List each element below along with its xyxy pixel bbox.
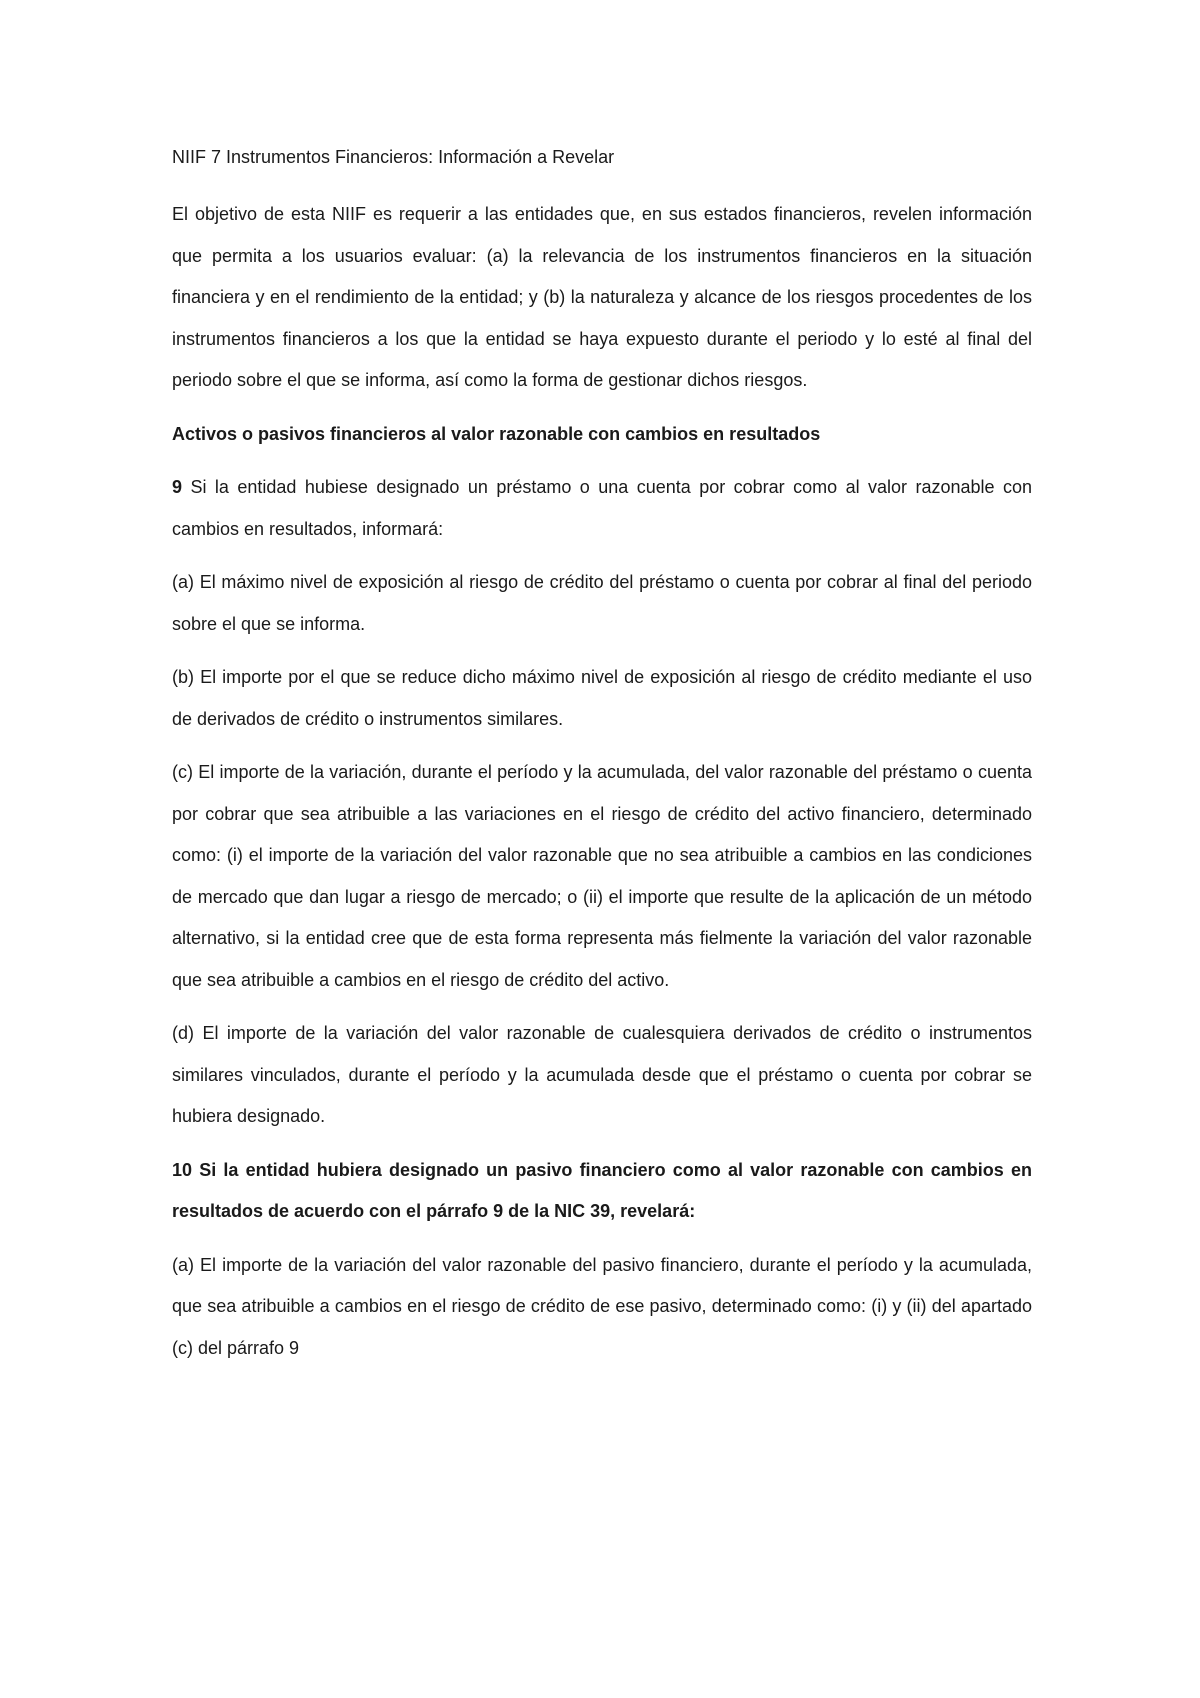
paragraph-9-item-d: (d) El importe de la variación del valor razonable de cualesquiera derivados de crédito o instrumentos similares vinculados, durante el período y la acumulada desde que el préstamo o cuenta por cobrar se hubiera designado. [172, 1023, 1032, 1126]
paragraph-9-item-c: (c) El importe de la variación, durante el período y la acumulada, del valor razonable del préstamo o cuenta por cobrar que sea atribuible a las variaciones en el riesgo de crédito del activo financiero, determinado como: (i) el importe de la variación del valor razonable que no sea atribuible a cambios en las condiciones de mercado que dan lugar a riesgo de mercado; o (ii) el importe que resulte de la aplicación de un método alternativo, si la entidad cree que de esta forma representa más fielmente la variación del valor razonable que sea atribuible a cambios en el riesgo de crédito del activo. [172, 762, 1032, 990]
paragraph-10: 10 Si la entidad hubiera designado un pasivo financiero como al valor razonable con cambios en resultados de acuerdo con el párrafo 9 de la NIC 39, revelará: [172, 1159, 1032, 1221]
paragraph-9-text: Si la entidad hubiese designado un préstamo o una cuenta por cobrar como al valor razonable con cambios en resultados, informará: [172, 477, 1032, 539]
paragraph-9-number: 9 [172, 477, 183, 497]
document-page [172, 138, 1032, 1381]
section-heading: Activos o pasivos financieros al valor razonable con cambios en resultados [172, 423, 821, 444]
paragraph-9 [172, 467, 1032, 550]
paragraph-9-item-a: (a) El máximo nivel de exposición al riesgo de crédito del préstamo o cuenta por cobrar al final del periodo sobre el que se informa. [172, 572, 1032, 634]
paragraph-10-item-a: (a) El importe de la variación del valor razonable del pasivo financiero, durante el período y la acumulada, que sea atribuible a cambios en el riesgo de crédito de ese pasivo, determinado como: (i) y (ii) del apartado (c) del párrafo 9 [172, 1254, 1032, 1358]
intro-paragraph: El objetivo de esta NIIF es requerir a las entidades que, en sus estados financieros, revelen información que permita a los usuarios evaluar: (a) la relevancia de los instrumentos financieros en la situación financiera y en el rendimiento de la entidad; y (b) la naturaleza y alcance de los riesgos procedentes de los instrumentos financieros a los que la entidad se haya expuesto durante el periodo y lo esté al final del periodo sobre el que se informa, así como la forma de gestionar dichos riesgos. [172, 204, 1032, 390]
paragraph-9-item-b: (b) El importe por el que se reduce dicho máximo nivel de exposición al riesgo de crédito mediante el uso de derivados de crédito o instrumentos similares. [172, 667, 1032, 729]
document-title: NIIF 7 Instrumentos Financieros: Información a Revelar [172, 147, 615, 167]
